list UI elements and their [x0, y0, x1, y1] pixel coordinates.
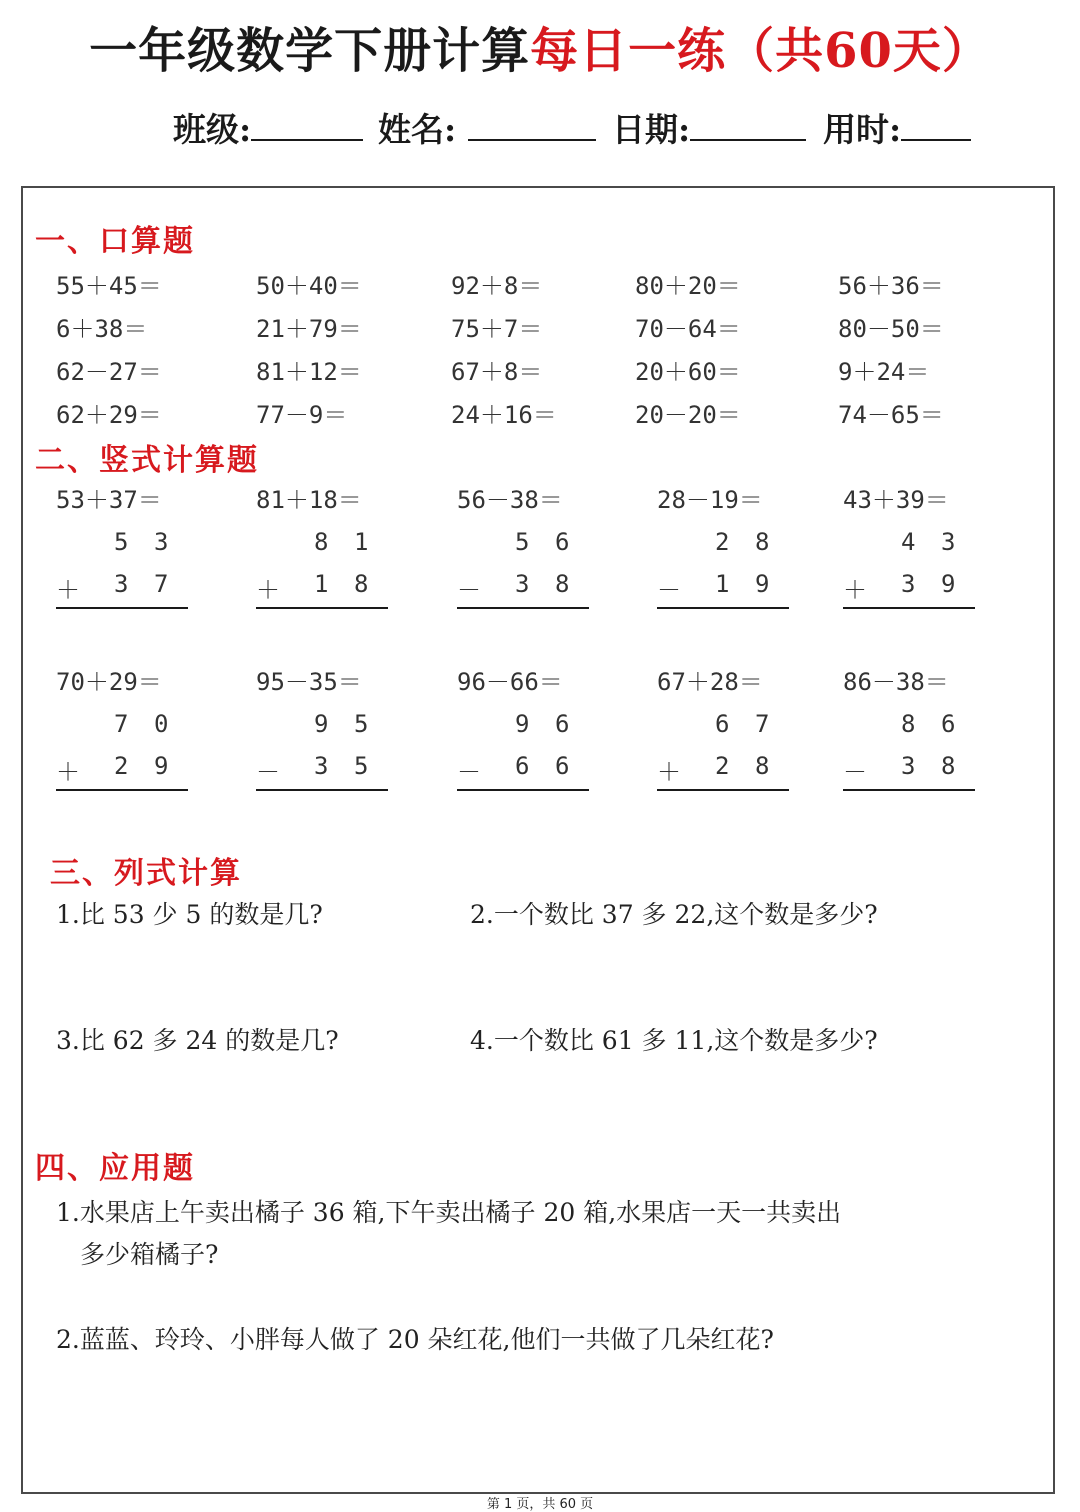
oral-calc-item: 21＋79＝ — [256, 315, 362, 343]
date-field[interactable] — [612, 104, 806, 151]
oral-calc-item: 20－20＝ — [635, 401, 741, 429]
oral-calc-item: 80＋20＝ — [635, 272, 741, 300]
vertical-problem-expr: 28－19＝ — [657, 486, 763, 514]
section-3-question: 1.比 53 少 5 的数是几? — [56, 900, 323, 929]
oral-calc-item: 20＋60＝ — [635, 358, 741, 386]
vertical-digit: 1 — [354, 528, 369, 556]
vertical-digit: 3 — [515, 570, 530, 598]
oral-calc-item: 67＋8＝ — [451, 358, 543, 386]
name-label: 姓名: — [378, 110, 457, 149]
vertical-digit: 9 — [515, 710, 530, 738]
section-3-question: 2.一个数比 37 多 22,这个数是多少? — [470, 900, 878, 929]
vertical-digit: 8 — [314, 528, 329, 556]
vertical-problem-expr: 53＋37＝ — [56, 486, 162, 514]
vertical-problem-expr: 86－38＝ — [843, 668, 949, 696]
oral-calc-item: 56＋36＝ — [838, 272, 944, 300]
operator-sign: － — [457, 576, 481, 604]
oral-calc-item: 24＋16＝ — [451, 401, 557, 429]
vertical-digit: 9 — [314, 710, 329, 738]
oral-calc-item: 55＋45＝ — [56, 272, 162, 300]
vertical-digit: 5 — [515, 528, 530, 556]
answer-line — [256, 789, 388, 791]
class-label: 班级: — [173, 110, 252, 149]
vertical-digit: 6 — [941, 710, 956, 738]
class-field[interactable] — [173, 104, 363, 151]
vertical-digit: 8 — [755, 528, 770, 556]
class-blank[interactable] — [251, 109, 363, 141]
vertical-digit: 3 — [154, 528, 169, 556]
vertical-digit: 3 — [314, 752, 329, 780]
vertical-digit: 7 — [114, 710, 129, 738]
vertical-digit: 1 — [715, 570, 730, 598]
section-1-title: 一、口算题 — [35, 224, 195, 259]
operator-sign: － — [457, 758, 481, 786]
vertical-digit: 2 — [114, 752, 129, 780]
vertical-digit: 8 — [354, 570, 369, 598]
answer-line — [843, 607, 975, 609]
operator-sign: － — [256, 758, 280, 786]
time-label: 用时: — [823, 110, 902, 149]
vertical-digit: 7 — [755, 710, 770, 738]
operator-sign: ＋ — [657, 758, 681, 786]
vertical-digit: 1 — [314, 570, 329, 598]
section-2-title: 二、竖式计算题 — [35, 443, 259, 478]
vertical-digit: 2 — [715, 528, 730, 556]
vertical-digit: 3 — [901, 752, 916, 780]
oral-calc-item: 77－9＝ — [256, 401, 348, 429]
operator-sign: ＋ — [843, 576, 867, 604]
oral-calc-item: 6＋38＝ — [56, 315, 148, 343]
vertical-problem-expr: 56－38＝ — [457, 486, 563, 514]
vertical-digit: 6 — [715, 710, 730, 738]
title-black: 一年级数学下册计算 — [89, 23, 531, 79]
oral-calc-item: 80－50＝ — [838, 315, 944, 343]
time-blank[interactable] — [901, 109, 971, 141]
name-field[interactable] — [378, 104, 596, 151]
operator-sign: ＋ — [256, 576, 280, 604]
vertical-digit: 8 — [901, 710, 916, 738]
vertical-problem-expr: 67＋28＝ — [657, 668, 763, 696]
oral-calc-item: 62＋29＝ — [56, 401, 162, 429]
vertical-problem-expr: 70＋29＝ — [56, 668, 162, 696]
vertical-digit: 8 — [941, 752, 956, 780]
vertical-digit: 3 — [114, 570, 129, 598]
name-blank[interactable] — [468, 109, 596, 141]
oral-calc-item: 9＋24＝ — [838, 358, 930, 386]
section-3-question: 4.一个数比 61 多 11,这个数是多少? — [470, 1026, 878, 1055]
title-red: 每日一练（共60天） — [530, 23, 991, 79]
vertical-digit: 6 — [555, 752, 570, 780]
vertical-digit: 9 — [755, 570, 770, 598]
oral-calc-item: 50＋40＝ — [256, 272, 362, 300]
vertical-digit: 5 — [354, 752, 369, 780]
page-title — [0, 12, 1080, 81]
answer-line — [657, 607, 789, 609]
operator-sign: ＋ — [56, 576, 80, 604]
vertical-digit: 3 — [901, 570, 916, 598]
oral-calc-item: 81＋12＝ — [256, 358, 362, 386]
answer-line — [457, 607, 589, 609]
vertical-problem-expr: 81＋18＝ — [256, 486, 362, 514]
answer-line — [457, 789, 589, 791]
date-label: 日期: — [612, 110, 691, 149]
vertical-digit: 2 — [715, 752, 730, 780]
date-blank[interactable] — [690, 109, 806, 141]
word-problem-2: 2.蓝蓝、玲玲、小胖每人做了 20 朵红花,他们一共做了几朵红花? — [56, 1325, 774, 1354]
vertical-digit: 4 — [901, 528, 916, 556]
section-4-title: 四、应用题 — [35, 1151, 195, 1186]
vertical-digit: 8 — [555, 570, 570, 598]
oral-calc-item: 92＋8＝ — [451, 272, 543, 300]
oral-calc-item: 75＋7＝ — [451, 315, 543, 343]
vertical-problem-expr: 96－66＝ — [457, 668, 563, 696]
vertical-problem-expr: 95－35＝ — [256, 668, 362, 696]
oral-calc-item: 62－27＝ — [56, 358, 162, 386]
vertical-digit: 9 — [941, 570, 956, 598]
vertical-digit: 9 — [154, 752, 169, 780]
operator-sign: － — [657, 576, 681, 604]
answer-line — [56, 607, 188, 609]
vertical-digit: 6 — [515, 752, 530, 780]
oral-calc-item: 74－65＝ — [838, 401, 944, 429]
section-3-question: 3.比 62 多 24 的数是几? — [56, 1026, 339, 1055]
answer-line — [256, 607, 388, 609]
answer-line — [56, 789, 188, 791]
vertical-digit: 5 — [114, 528, 129, 556]
operator-sign: ＋ — [56, 758, 80, 786]
vertical-digit: 7 — [154, 570, 169, 598]
vertical-problem-expr: 43＋39＝ — [843, 486, 949, 514]
time-field[interactable] — [823, 104, 971, 151]
oral-calc-item: 70－64＝ — [635, 315, 741, 343]
answer-line — [843, 789, 975, 791]
vertical-digit: 8 — [755, 752, 770, 780]
vertical-digit: 3 — [941, 528, 956, 556]
page-footer: 第 1 页，共 60 页 — [486, 1497, 594, 1512]
vertical-digit: 5 — [354, 710, 369, 738]
vertical-digit: 6 — [555, 710, 570, 738]
section-3-title: 三、列式计算 — [50, 856, 242, 891]
answer-line — [657, 789, 789, 791]
word-problem-1-line-1: 1.水果店上午卖出橘子 36 箱,下午卖出橘子 20 箱,水果店一天一共卖出 — [56, 1198, 842, 1227]
vertical-digit: 6 — [555, 528, 570, 556]
vertical-digit: 0 — [154, 710, 169, 738]
operator-sign: － — [843, 758, 867, 786]
word-problem-1-line-2: 多少箱橘子? — [80, 1240, 219, 1269]
